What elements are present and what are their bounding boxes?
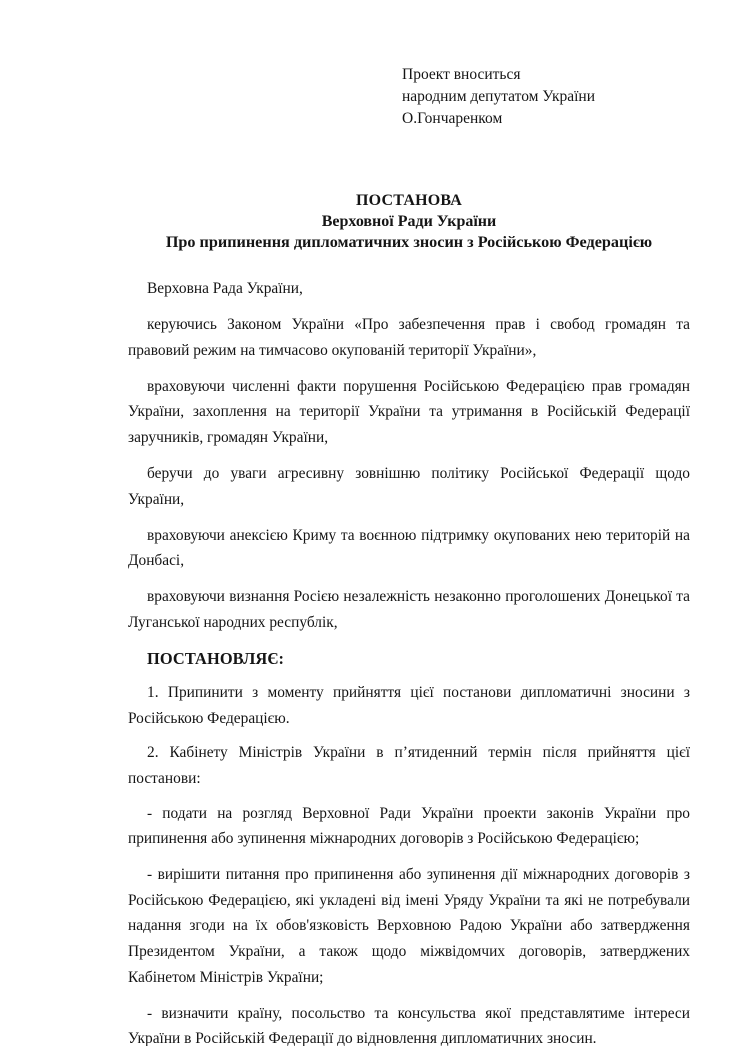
document-type-heading: ПОСТАНОВА: [356, 192, 462, 209]
preamble-clause: враховуючи анексією Криму та воєнною підтримку окупованих нею територій на Донбасі,: [128, 526, 690, 570]
resolves-heading: ПОСТАНОВЛЯЄ:: [147, 649, 285, 669]
resolution-item: 1. Припинити з моменту прийняття цієї постанови дипломатичні зносини з Російською Федерацією.: [128, 684, 690, 727]
preamble-clause: враховуючи численні факти порушення Російською Федерацією прав громадян України, захоплення на території України та утримання в Російській Федерації заручників, громадян України,: [128, 377, 690, 446]
resolution-item: 2. Кабінету Міністрів України в п’ятиденний термін після прийняття цієї постанови:: [128, 744, 690, 787]
document-body: [128, 276, 690, 1046]
submitter-block: [402, 64, 702, 130]
preamble-clause: керуючись Законом України «Про забезпечення прав і свобод громадян та правовий режим на тимчасово окупованій території України»,: [128, 316, 690, 359]
submitter-line-1: Проект вноситься: [402, 66, 521, 83]
resolution-subitem: - подати на розгляд Верховної Ради України проекти законів України про припинення або зупинення міжнародних договорів з Російською Федерацією;: [128, 804, 690, 848]
document-subject-heading: Про припинення дипломатичних зносин з Російською Федерацією: [165, 233, 653, 251]
resolution-subitem: - вирішити питання про припинення або зупинення дії міжнародних договорів з Російською Федерацією, які укладені від імені Уряду України та які не потребували надання згоди на їх обов'язковість Верховною Радою України або затвердження Президентом України, а також щодо міжвідомчих договорів, затверджених Кабінетом Міністрів України;: [128, 866, 690, 986]
submitter-line-2: народним депутатом України: [402, 88, 596, 105]
document-title-block: [128, 190, 690, 253]
resolution-subitem: - визначити країну, посольство та консульства якої представлятиме інтереси України в Російській Федерації до відновлення дипломатичних зносин.: [128, 1004, 690, 1046]
issuing-body-heading: Верховної Ради України: [321, 213, 497, 230]
preamble-clause: беручи до уваги агресивну зовнішню політику Російської Федерації щодо України,: [128, 465, 690, 508]
preamble-clause: враховуючи визнання Росією незалежність незаконно проголошених Донецької та Луганської народних республік,: [128, 588, 690, 632]
submitter-line-3: О.Гончаренком: [402, 110, 503, 127]
addressee-paragraph: Верховна Рада України,: [147, 280, 303, 297]
